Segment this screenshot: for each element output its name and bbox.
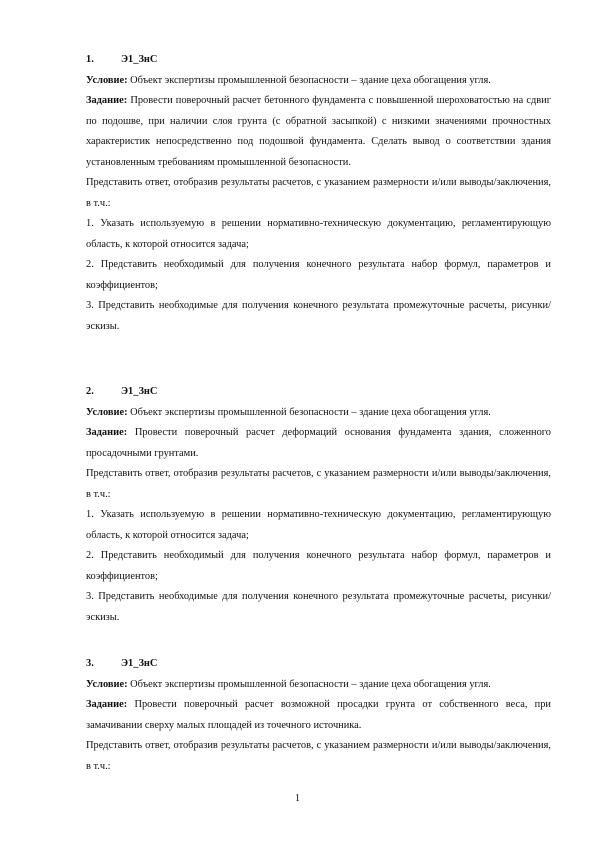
condition-paragraph <box>86 675 551 696</box>
task-code: Э1_ЗнС <box>121 658 158 669</box>
page-number: 1 <box>294 793 301 804</box>
condition-text: Объект экспертизы промышленной безопасности – здание цеха обогащения угля. <box>130 678 491 690</box>
task-heading <box>86 654 551 675</box>
task-paragraph <box>86 695 551 736</box>
task-code: Э1_ЗнС <box>121 386 158 397</box>
task-code: Э1_ЗнС <box>121 54 158 65</box>
list-item: 1. Указать используемую в решении нормативно-техническую документацию, регламентирующую область, к которой относится задача; <box>86 218 551 250</box>
task-heading <box>86 382 551 403</box>
list-item: 2. Представить необходимый для получения конечного результата набор формул, параметров и коэффициентов; <box>86 550 551 582</box>
list-item: 3. Представить необходимые для получения конечного результата промежуточные расчеты, рисунки/эскизы. <box>86 300 551 332</box>
condition-label: Условие: <box>86 406 128 418</box>
list-item: 1. Указать используемую в решении нормативно-техническую документацию, регламентирующую область, к которой относится задача; <box>86 509 551 541</box>
task-text: Провести поверочный расчет бетонного фундамента с повышенной шероховатостью на сдвиг по подошве, при наличии слоя грунта (с обратной засыпкой) с низкими значениями прочностных характеристик непосредственно под подошвой фундамента. Сделать вывод о соответствии здания установленным требованиям промышленной безопасности. <box>86 95 551 168</box>
task-paragraph <box>86 423 551 464</box>
answer-paragraph: Представить ответ, отобразив результаты расчетов, с указанием размерности и/или выводы/заключения, в т.ч.: <box>86 468 551 500</box>
task-label: Задание: <box>86 699 128 710</box>
task-number: 1. <box>86 54 94 65</box>
list-item: 3. Представить необходимые для получения конечного результата промежуточные расчеты, рисунки/эскизы. <box>86 591 551 623</box>
answer-paragraph: Представить ответ, отобразив результаты расчетов, с указанием размерности и/или выводы/заключения, в т.ч.: <box>86 177 551 209</box>
task-heading <box>86 50 551 71</box>
task-3 <box>86 654 551 777</box>
task-2 <box>86 382 551 628</box>
task-number: 3. <box>86 658 94 669</box>
task-text: Провести поверочный расчет деформаций основания фундамента здания, сложенного просадочными грунтами. <box>86 427 551 459</box>
condition-text: Объект экспертизы промышленной безопасности – здание цеха обогащения угля. <box>130 74 491 86</box>
task-number: 2. <box>86 386 94 397</box>
condition-label: Условие: <box>86 678 128 690</box>
task-label: Задание: <box>86 95 128 106</box>
condition-paragraph <box>86 71 551 92</box>
answer-paragraph: Представить ответ, отобразив результаты расчетов, с указанием размерности и/или выводы/заключения, в т.ч.: <box>86 740 551 772</box>
condition-label: Условие: <box>86 74 128 86</box>
task-paragraph <box>86 91 551 173</box>
task-text: Провести поверочный расчет возможной просадки грунта от собственного веса, при замачивании сверху малых площадей из точечного источника. <box>86 699 551 731</box>
list-item: 2. Представить необходимый для получения конечного результата набор формул, параметров и коэффициентов; <box>86 259 551 291</box>
task-label: Задание: <box>86 427 128 438</box>
task-1 <box>86 50 551 337</box>
condition-text: Объект экспертизы промышленной безопасности – здание цеха обогащения угля. <box>130 406 491 418</box>
condition-paragraph <box>86 403 551 424</box>
